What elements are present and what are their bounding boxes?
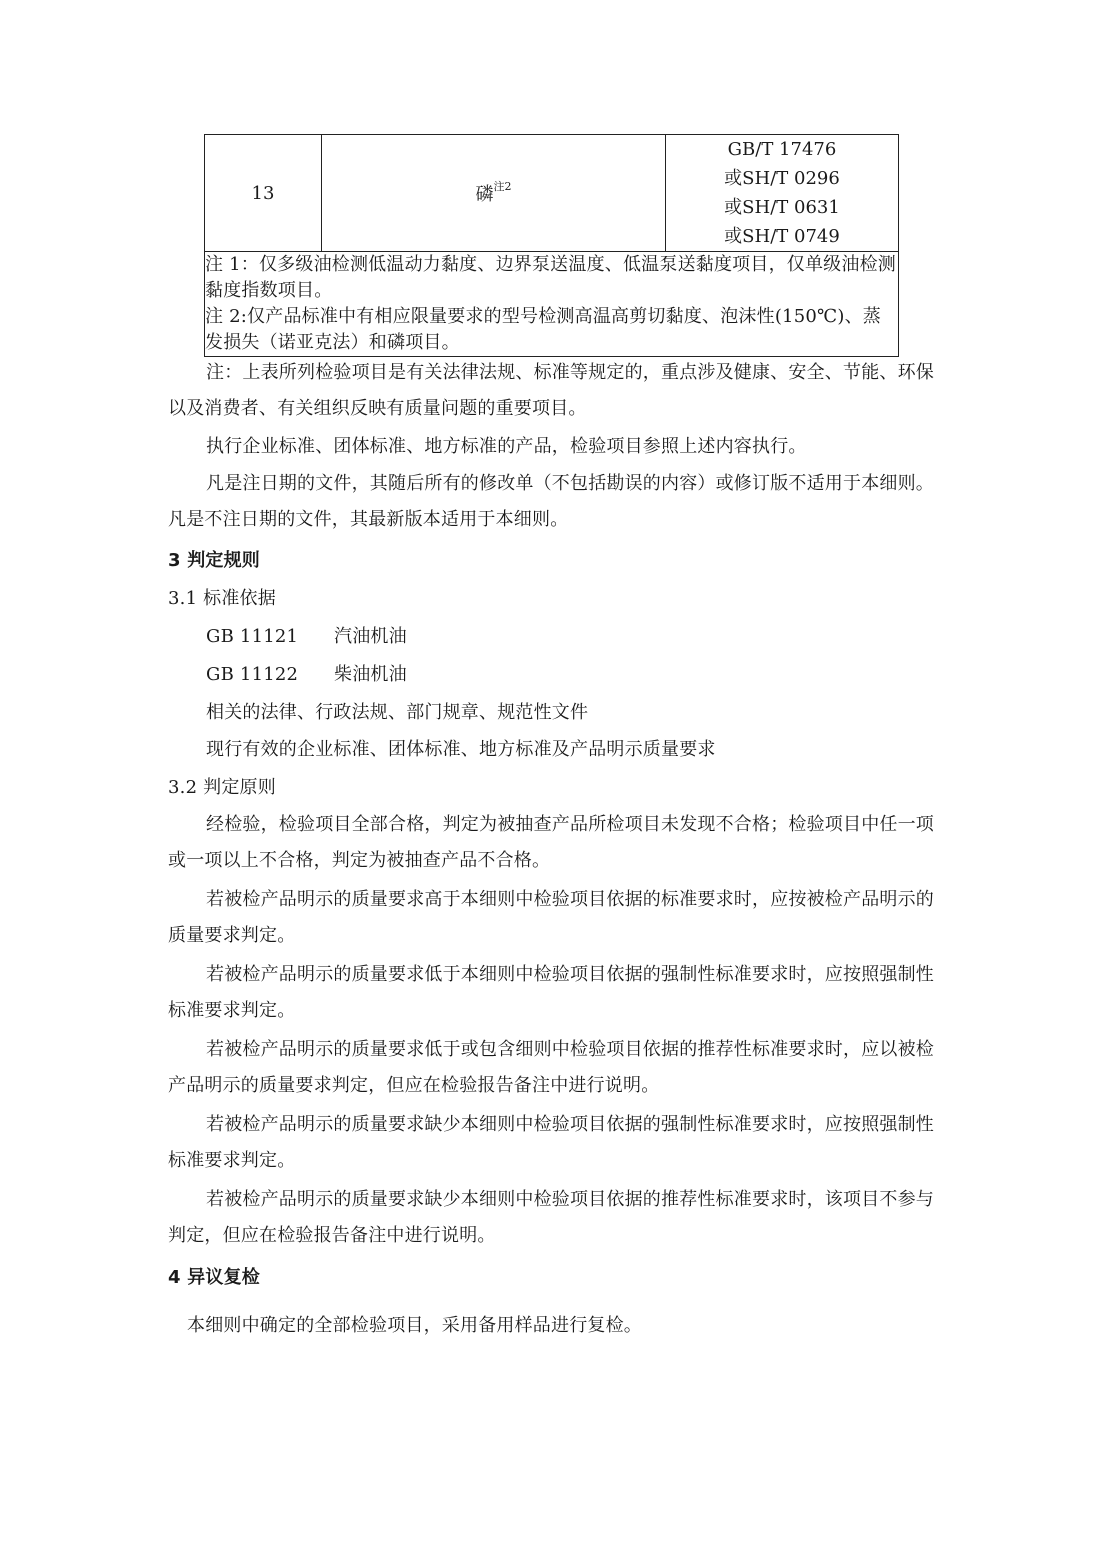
standard-code: 或SH/T 0296 [724, 168, 840, 189]
table-row [205, 135, 899, 252]
table-note: 注 2:仅产品标准中有相应限量要求的型号检测高温高剪切黏度、泡沫性(150℃)、蒸发损失（诺亚克法）和磷项目。 [205, 306, 881, 353]
paragraph: 经检验，检验项目全部合格，判定为被抽查产品所检项目未发现不合格；检验项目中任一项或一项以上不合格，判定为被抽查产品不合格。 [168, 814, 934, 871]
standard-code: GB/T 17476 [727, 139, 837, 160]
item-name-cell [322, 135, 666, 252]
paragraph: 凡是注日期的文件，其随后所有的修改单（不包括勘误的内容）或修订版不适用于本细则。凡是不注日期的文件，其最新版本适用于本细则。 [168, 473, 934, 530]
paragraph: 若被检产品明示的质量要求低于或包含细则中检验项目依据的推荐性标准要求时，应以被检产品明示的质量要求判定，但应在检验报告备注中进行说明。 [168, 1039, 934, 1096]
table-notes [205, 252, 899, 357]
table-footnote: 注：上表所列检验项目是有关法律法规、标准等规定的，重点涉及健康、安全、节能、环保以及消费者、有关组织反映有质量问题的重要项目。 [168, 362, 934, 419]
paragraph: 若被检产品明示的质量要求缺少本细则中检验项目依据的推荐性标准要求时，该项目不参与判定，但应在检验报告备注中进行说明。 [168, 1189, 934, 1246]
table-notes-row [205, 252, 899, 357]
standard-reference [206, 657, 407, 693]
inspection-items-table [204, 134, 899, 357]
standard-code: 或SH/T 0631 [724, 197, 840, 218]
standard-ref-code: GB 11121 [206, 626, 299, 647]
standard-reference [206, 619, 407, 655]
paragraph: 若被检产品明示的质量要求缺少本细则中检验项目依据的强制性标准要求时，应按照强制性标准要求判定。 [168, 1114, 934, 1171]
section-heading: 3 判定规则 [168, 550, 260, 571]
subsection-heading: 3.2 判定原则 [168, 777, 276, 798]
table-note: 注 1：仅多级油检测低温动力黏度、边界泵送温度、低温泵送黏度项目，仅单级油检测黏度指数项目。 [205, 254, 896, 301]
standard-ref-name: 柴油机油 [334, 664, 407, 685]
paragraph: 本细则中确定的全部检验项目，采用备用样品进行复检。 [187, 1315, 642, 1336]
item-note-ref: 注2 [493, 180, 512, 193]
standard-ref-name: 汽油机油 [334, 626, 407, 647]
paragraph: 若被检产品明示的质量要求低于本细则中检验项目依据的强制性标准要求时，应按照强制性标准要求判定。 [168, 964, 934, 1021]
standard-code: 或SH/T 0749 [724, 226, 840, 247]
standard-ref-code: GB 11122 [206, 664, 299, 685]
item-name: 磷 [475, 184, 494, 205]
item-number: 13 [205, 135, 322, 252]
paragraph: 若被检产品明示的质量要求高于本细则中检验项目依据的标准要求时，应按被检产品明示的质量要求判定。 [168, 889, 934, 946]
basis-line: 相关的法律、行政法规、部门规章、规范性文件 [206, 702, 589, 723]
standards-cell [666, 135, 899, 252]
paragraph: 执行企业标准、团体标准、地方标准的产品，检验项目参照上述内容执行。 [206, 436, 807, 457]
basis-line: 现行有效的企业标准、团体标准、地方标准及产品明示质量要求 [206, 739, 716, 760]
section-heading: 4 异议复检 [168, 1267, 260, 1288]
subsection-heading: 3.1 标准依据 [168, 588, 276, 609]
